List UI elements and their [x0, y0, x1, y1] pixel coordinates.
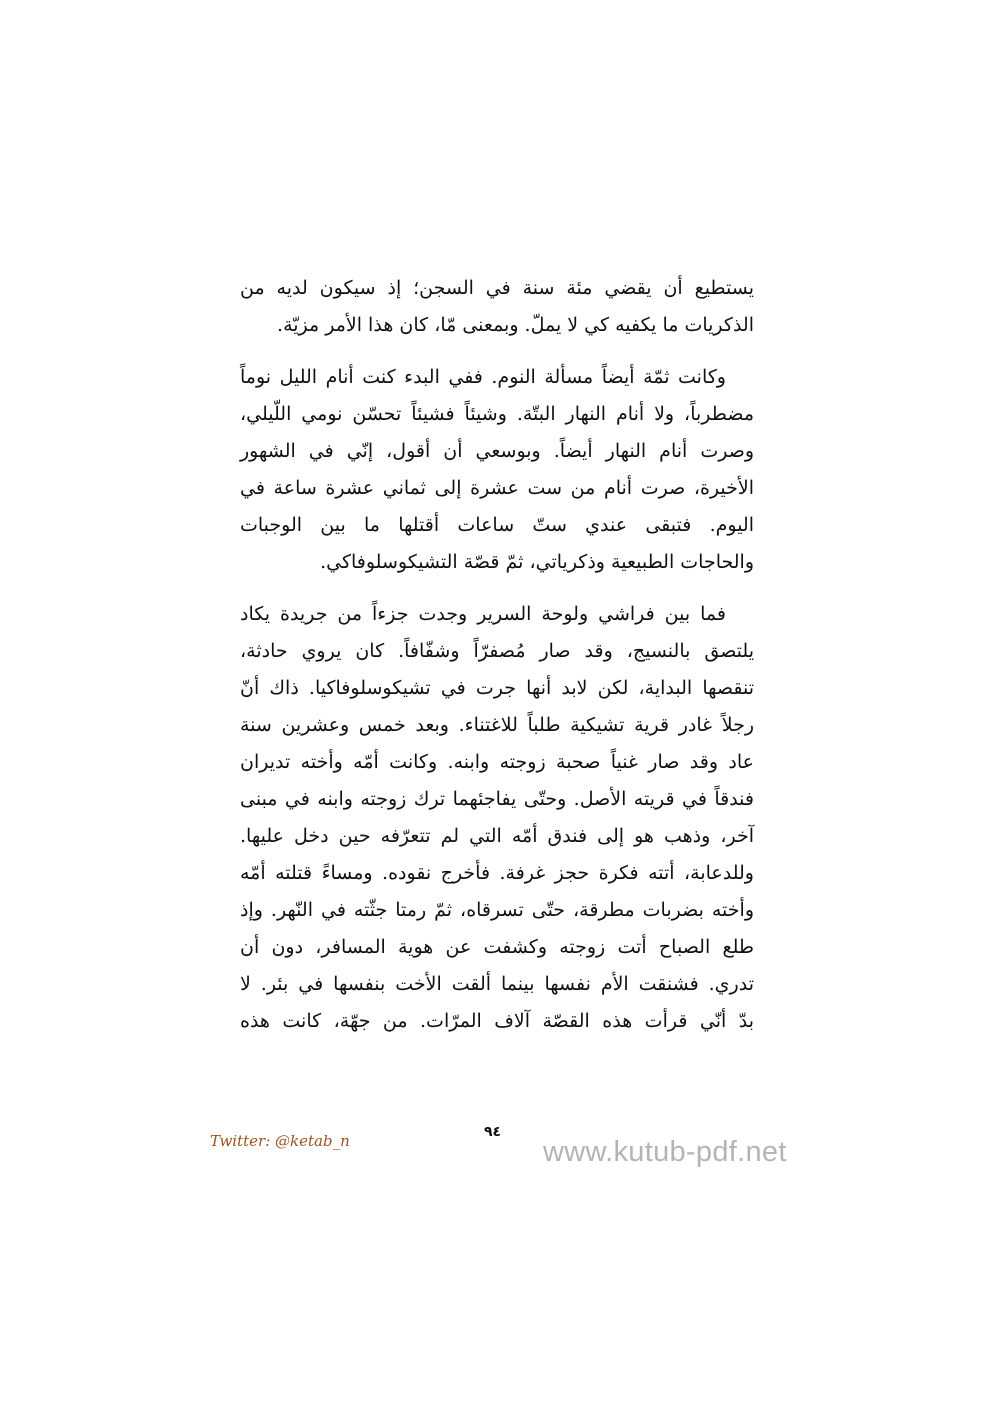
website-watermark: www.kutub-pdf.net [543, 1136, 787, 1168]
paragraph-3 [240, 596, 754, 1040]
text-line: وللدعابة، أتته فكرة حجز غرفة. فأخرج نقوده. ومساءً قتلته أمّه [240, 862, 754, 884]
text-line: تنقصها البداية، لكن لابد أنها جرت في تشيكوسلوفاكيا. ذاك أنّ [240, 677, 754, 699]
text-line: اليوم. فتبقى عندي ستّ ساعات أقتلها ما بين الوجبات [240, 514, 754, 536]
text-line: آخر، وذهب هو إلى فندق أمّه التي لم تتعرّفه حين دخل عليها. [240, 825, 754, 847]
text-line: فما بين فراشي ولوحة السرير وجدت جزءاً من جريدة يكاد [240, 603, 726, 625]
text-line: يلتصق بالنسيج، وقد صار مُصفرّاً وشفّافاً. كان يروي حادثة، [240, 640, 754, 662]
paragraph-1 [240, 270, 754, 344]
text-line: عاد وقد صار غنياً صحبة زوجته وابنه. وكانت أمّه وأخته تديران [240, 751, 754, 773]
text-line: بدّ أنّي قرأت هذه القصّة آلاف المرّات. من جهّة، كانت هذه [240, 1010, 754, 1032]
text-line: الأخيرة، صرت أنام من ست عشرة إلى ثماني عشرة ساعة في [240, 477, 754, 499]
page-number: ٩٤ [484, 1124, 502, 1140]
text-line: وأخته بضربات مطرقة، حتّى تسرقاه، ثمّ رمتا جثّته في النّهر. وإذ [240, 899, 754, 921]
text-line: الذكريات ما يكفيه كي لا يملّ. وبمعنى مّا، كان هذا الأمر مزيّة. [277, 314, 754, 336]
twitter-handle: Twitter: @ketab_n [210, 1132, 350, 1150]
text-line: فندقاً في قريته الأصل. وحتّى يفاجئهما ترك زوجته وابنه في مبنى [240, 788, 754, 810]
text-line: طلع الصباح أتت زوجته وكشفت عن هوية المسافر، دون أن [240, 936, 754, 958]
text-line: تدري. فشنقت الأم نفسها بينما ألقت الأخت بنفسها في بئر. لا [240, 973, 754, 995]
body-text [240, 270, 754, 1040]
text-line: رجلاً غادر قرية تشيكية طلباً للاغتناء. وبعد خمس وعشرين سنة [240, 714, 754, 736]
text-line: مضطرباً، ولا أنام النهار البتّة. وشيئاً فشيئاً تحسّن نومي اللّيلي، [240, 403, 754, 425]
paragraph-2 [240, 359, 754, 581]
text-line: والحاجات الطبيعية وذكرياتي، ثمّ قصّة التشيكوسلوفاكي. [320, 551, 754, 573]
text-line: يستطيع أن يقضي مئة سنة في السجن؛ إذ سيكون لديه من [240, 277, 754, 299]
text-line: وصرت أنام النهار أيضاً. وبوسعي أن أقول، إنّي في الشهور [240, 440, 754, 462]
text-line: وكانت ثمّة أيضاً مسألة النوم. ففي البدء كنت أنام الليل نوماً [240, 366, 726, 388]
